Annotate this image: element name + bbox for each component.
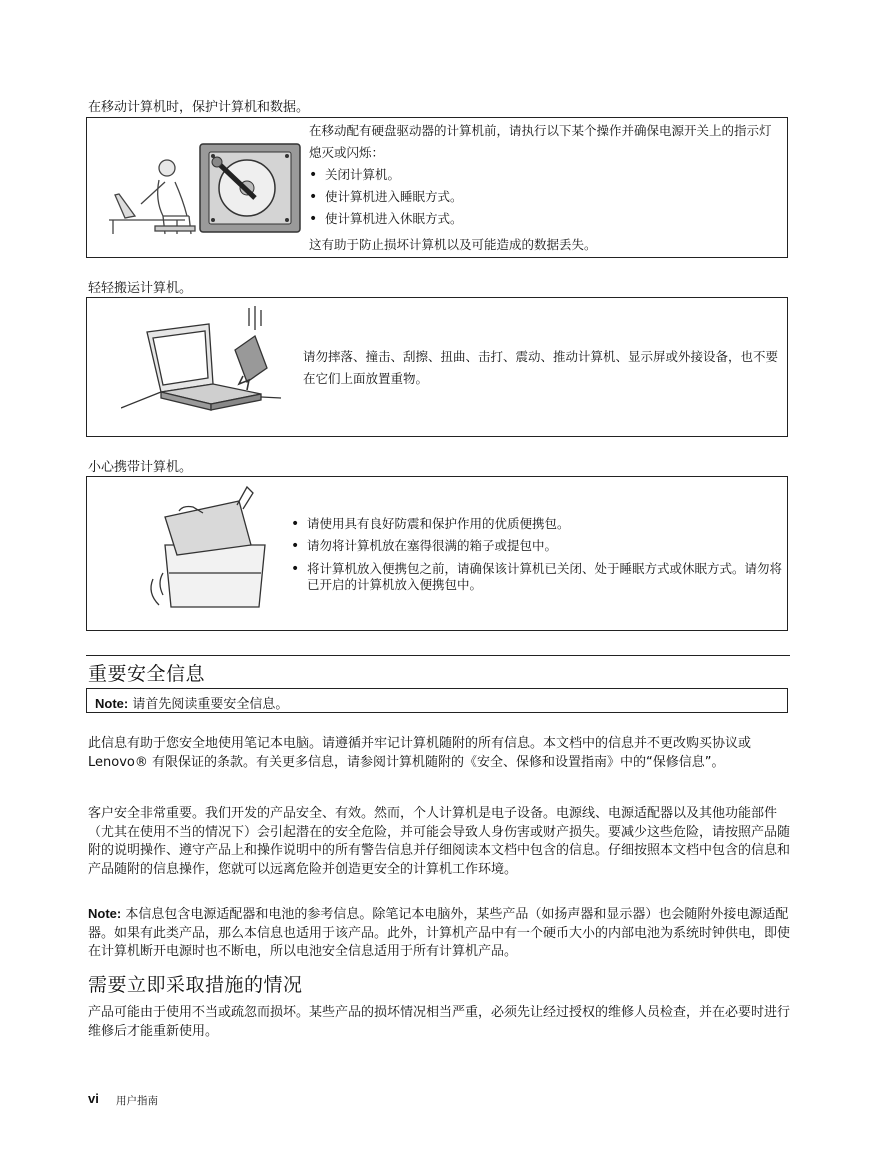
note-text: 请首先阅读重要安全信息。	[132, 697, 289, 712]
list-item: • 请使用具有良好防震和保护作用的优质便携包。	[291, 513, 785, 535]
list-item: • 请勿将计算机放在塞得很满的箱子或提包中。	[291, 535, 785, 557]
handle-warning-text: 请勿摔落、撞击、刮擦、扭曲、击打、震动、推动计算机、显示屏或外接设备，也不要在它们上面放置重物。	[303, 349, 779, 386]
note-label: Note:	[88, 906, 122, 921]
safety-paragraph-2: 客户安全非常重要。我们开发的产品安全、有效。然而，个人计算机是电子设备。电源线、电源适配器以及其他功能部件（尤其在使用不当的情况下）会引起潜在的安全危险，并可能会导致人身伤害或财产损失。要减少这些危险，请按照产品随附的说明操作、遵守产品上和操作说明中的所有警告信息并仔细阅读本文档中包含的信息。仔细按照本文档中包含的信息和产品随附的信息操作，您就可以远离危险并创造更安全的计算机工作环境。	[88, 806, 791, 877]
section-label-carry: 小心携带计算机。	[88, 460, 193, 475]
carry-bullet-list	[291, 513, 785, 593]
moving-intro-text: 在移动配有硬盘驱动器的计算机前，请执行以下某个操作并确保电源开关上的指示灯熄灭或闪烁：	[309, 123, 772, 160]
document-title: 用户指南	[116, 1095, 158, 1107]
page-number: vi	[88, 1091, 99, 1106]
laptop-bag-illustration	[143, 483, 293, 611]
safety-note-paragraph	[88, 905, 793, 962]
note-box	[86, 688, 788, 713]
list-item: • 使计算机进入休眠方式。	[309, 208, 769, 230]
hard-drive-warning-illustration	[105, 140, 305, 236]
list-item: • 将计算机放入便携包之前，请确保该计算机已关闭、处于睡眠方式或休眠方式。请勿将已开启的计算机放入便携包中。	[291, 561, 785, 593]
note-text: 本信息包含电源适配器和电池的参考信息。除笔记本电脑外，某些产品（如扬声器和显示器）也会随附外接电源适配器。如果有此类产品，那么本信息也适用于该产品。此外，计算机产品中有一个硬币大小的内部电池为系统时钟供电，即使在计算机断开电源时也不断电，所以电池安全信息适用于所有计算机产品。	[88, 907, 791, 959]
moving-bullet-list	[309, 164, 769, 230]
section-label-handle: 轻轻搬运计算机。	[88, 281, 193, 296]
note-label: Note:	[95, 696, 129, 711]
carry-info-box	[86, 476, 788, 631]
moving-info-box	[86, 117, 788, 258]
safety-paragraph-1: 此信息有助于您安全地使用笔记本电脑。请遵循并牢记计算机随附的所有信息。本文档中的信息并不更改购买协议或 Lenovo® 有限保证的条款。有关更多信息，请参阅计算机随附的《安全、保修和设置指南》中的“保修信息”。	[88, 736, 752, 770]
section-label-moving: 在移动计算机时，保护计算机和数据。	[88, 100, 310, 115]
note-content	[95, 693, 288, 712]
list-item: • 关闭计算机。	[309, 164, 769, 186]
immediate-action-paragraph: 产品可能由于使用不当或疏忽而损坏。某些产品的损坏情况相当严重，必须先让经过授权的维修人员检查，并在必要时进行维修后才能重新使用。	[88, 1005, 791, 1039]
immediate-action-heading: 需要立即采取措施的情况	[88, 974, 303, 996]
handle-info-box	[86, 297, 788, 437]
list-item: • 使计算机进入睡眠方式。	[309, 186, 769, 208]
safety-heading: 重要安全信息	[88, 663, 206, 685]
moving-footer-text: 这有助于防止损坏计算机以及可能造成的数据丢失。	[309, 237, 597, 252]
section-divider	[86, 655, 790, 656]
laptop-impact-illustration	[121, 306, 301, 414]
